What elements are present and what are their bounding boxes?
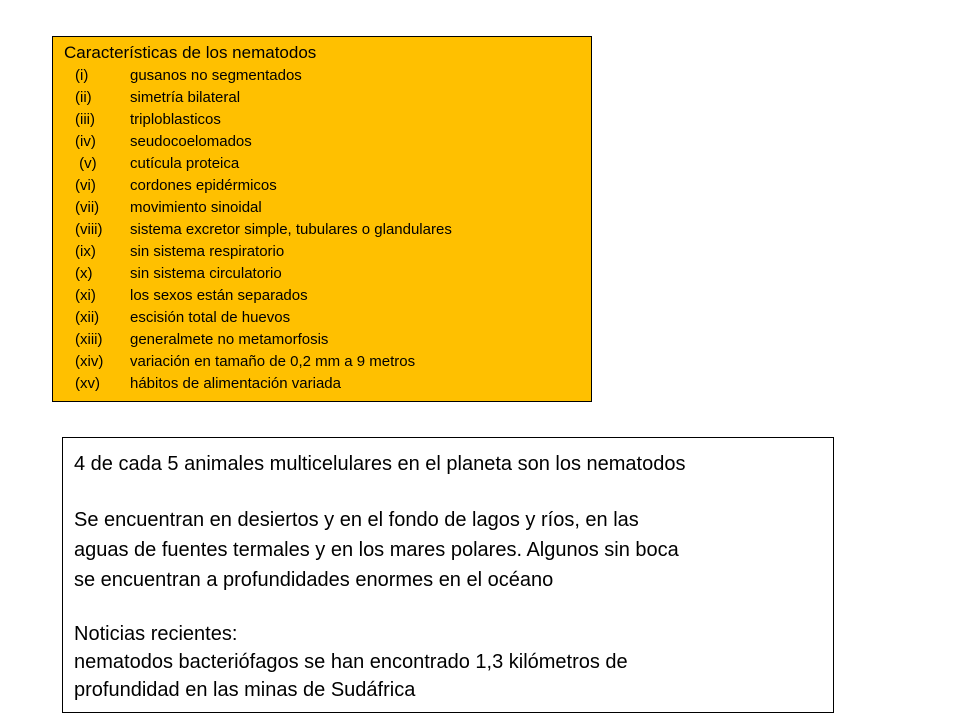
item-text: cutícula proteica [130, 155, 240, 172]
list-item [53, 351, 591, 373]
characteristics-title: Características de los nematodos [64, 43, 317, 62]
list-item [53, 285, 591, 307]
item-number: (xiv) [75, 353, 104, 370]
item-number: (ii) [75, 89, 92, 106]
list-item [53, 263, 591, 285]
facts-box [62, 437, 834, 713]
item-number: (xv) [75, 375, 100, 392]
list-item [53, 65, 591, 87]
list-item [53, 307, 591, 329]
item-number: (xiii) [75, 331, 103, 348]
item-text: sin sistema circulatorio [130, 265, 282, 282]
item-number: (xii) [75, 309, 100, 326]
item-number: (iv) [75, 133, 96, 150]
list-item [53, 175, 591, 197]
item-number: (v) [75, 155, 97, 172]
item-text: los sexos están separados [130, 287, 308, 304]
item-text: cordones epidérmicos [130, 177, 277, 194]
item-text: simetría bilateral [130, 89, 241, 106]
characteristics-box [52, 36, 592, 402]
news-heading: Noticias recientes: [74, 623, 238, 645]
fact-line: Se encuentran en desiertos y en el fondo de lagos y ríos, en las [74, 509, 639, 531]
item-number: (i) [75, 67, 89, 84]
characteristics-list [53, 65, 591, 395]
item-text: sin sistema respiratorio [130, 243, 285, 260]
list-item [53, 153, 591, 175]
list-item [53, 219, 591, 241]
list-item [53, 87, 591, 109]
item-number: (vii) [75, 199, 100, 216]
item-number: (xi) [75, 287, 96, 304]
item-text: generalmete no metamorfosis [130, 331, 329, 348]
news-line: profundidad en las minas de Sudáfrica [74, 679, 416, 701]
list-item [53, 197, 591, 219]
item-text: variación en tamaño de 0,2 mm a 9 metros [130, 353, 416, 370]
fact-line: 4 de cada 5 animales multicelulares en el planeta son los nematodos [74, 453, 686, 475]
item-text: triploblasticos [130, 111, 221, 128]
item-text: hábitos de alimentación variada [130, 375, 341, 392]
item-text: seudocoelomados [130, 133, 252, 150]
item-text: gusanos no segmentados [130, 67, 302, 84]
list-item [53, 109, 591, 131]
list-item [53, 241, 591, 263]
item-text: escisión total de huevos [130, 309, 291, 326]
list-item [53, 131, 591, 153]
list-item [53, 329, 591, 351]
item-number: (ix) [75, 243, 96, 260]
fact-line: se encuentran a profundidades enormes en el océano [74, 569, 554, 591]
item-text: movimiento sinoidal [130, 199, 262, 216]
item-number: (x) [75, 265, 93, 282]
item-text: sistema excretor simple, tubulares o glandulares [130, 221, 452, 238]
news-line: nematodos bacteriófagos se han encontrado 1,3 kilómetros de [74, 651, 628, 673]
item-number: (vi) [75, 177, 96, 194]
fact-line: aguas de fuentes termales y en los mares polares. Algunos sin boca [74, 539, 679, 561]
list-item [53, 373, 591, 395]
item-number: (iii) [75, 111, 95, 128]
item-number: (viii) [75, 221, 103, 238]
